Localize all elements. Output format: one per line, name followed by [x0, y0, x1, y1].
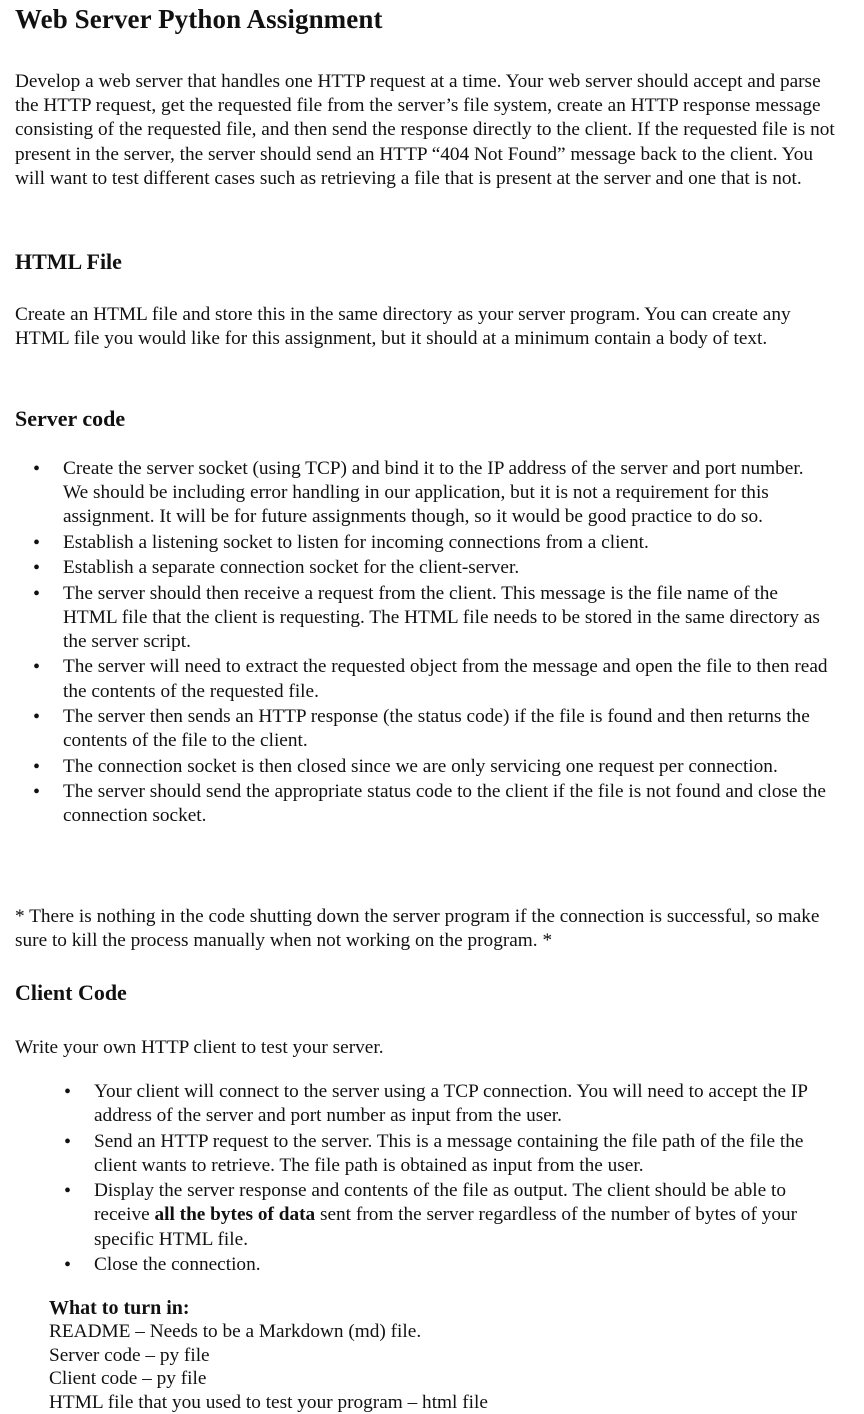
turn-in-line: Server code – py file: [49, 1344, 210, 1366]
list-item: • Create the server socket (using TCP) and bind it to the IP address of the server and port number. We should be including error handling in our application, but it is not a requirement for this assignment. It will be for future assignments though, so it would be good practice to do so.: [63, 457, 833, 530]
list-item: • The server will need to extract the requested object from the message and open the file to then read the contents of the requested file.: [63, 655, 833, 703]
client-intro: Write your own HTTP client to test your server.: [15, 1037, 384, 1058]
list-item: • Establish a listening socket to listen for incoming connections from a client.: [63, 531, 833, 555]
client-code-heading: Client Code: [15, 980, 127, 1005]
list-item: • The server should send the appropriate status code to the client if the file is not found and close the connection socket.: [63, 780, 833, 828]
html-file-paragraph: Create an HTML file and store this in the same directory as your server program. You can create any HTML file you would like for this assignment, but it should at a minimum contain a body of text.: [15, 304, 791, 350]
server-code-heading: Server code: [15, 406, 126, 431]
list-item-text: sent from the server regardless of the number of bytes of your specific HTML file.: [94, 1204, 798, 1250]
list-item: • The server then sends an HTTP response (the status code) if the file is found and then returns the contents of the file to the client.: [63, 705, 833, 753]
list-item: • Send an HTTP request to the server. This is a message containing the file path of the file the client wants to retrieve. The file path is obtained as input from the user.: [94, 1130, 834, 1178]
turn-in-line: Client code – py file: [49, 1368, 207, 1390]
list-item: • Close the connection.: [94, 1253, 834, 1277]
turn-in-section: [49, 1296, 849, 1414]
turn-in-line: HTML file that you used to test your program – html file: [49, 1391, 488, 1413]
list-item: [94, 1179, 834, 1252]
server-requirements-list: [63, 457, 833, 830]
list-item: • The server should then receive a request from the client. This message is the file name of the HTML file that the client is requesting. The HTML file needs to be stored in the same directory as the server script.: [63, 582, 833, 655]
html-file-heading: HTML File: [15, 249, 122, 274]
emphasis-text: all the bytes of data: [154, 1204, 316, 1226]
client-requirements-list: [94, 1080, 834, 1278]
intro-paragraph: Develop a web server that handles one HTTP request at a time. Your web server should accept and parse the HTTP request, get the requested file from the server’s file system, create an HTTP response message consisting of the requested file, and then send the response directly to the client. If the requested file is not present in the server, the server should send an HTTP “404 Not Found” message back to the client. You will want to test different cases such as retrieving a file that is present at the server and one that is not.: [15, 71, 835, 189]
turn-in-line: README – Needs to be a Markdown (md) file.: [49, 1321, 422, 1342]
list-item: • Establish a separate connection socket for the client-server.: [63, 556, 833, 580]
server-note: * There is nothing in the code shutting down the server program if the connection is successful, so make sure to kill the process manually when not working on the program. *: [15, 906, 820, 952]
list-item-text: Display the server response and contents of the file as output. The client should be able to receive: [94, 1180, 786, 1226]
turn-in-heading: What to turn in:: [49, 1297, 190, 1319]
document-title: Web Server Python Assignment: [15, 4, 383, 34]
list-item: • Your client will connect to the server using a TCP connection. You will need to accept the IP address of the server and port number as input from the user.: [94, 1080, 834, 1128]
list-item: • The connection socket is then closed since we are only servicing one request per connection.: [63, 755, 833, 779]
